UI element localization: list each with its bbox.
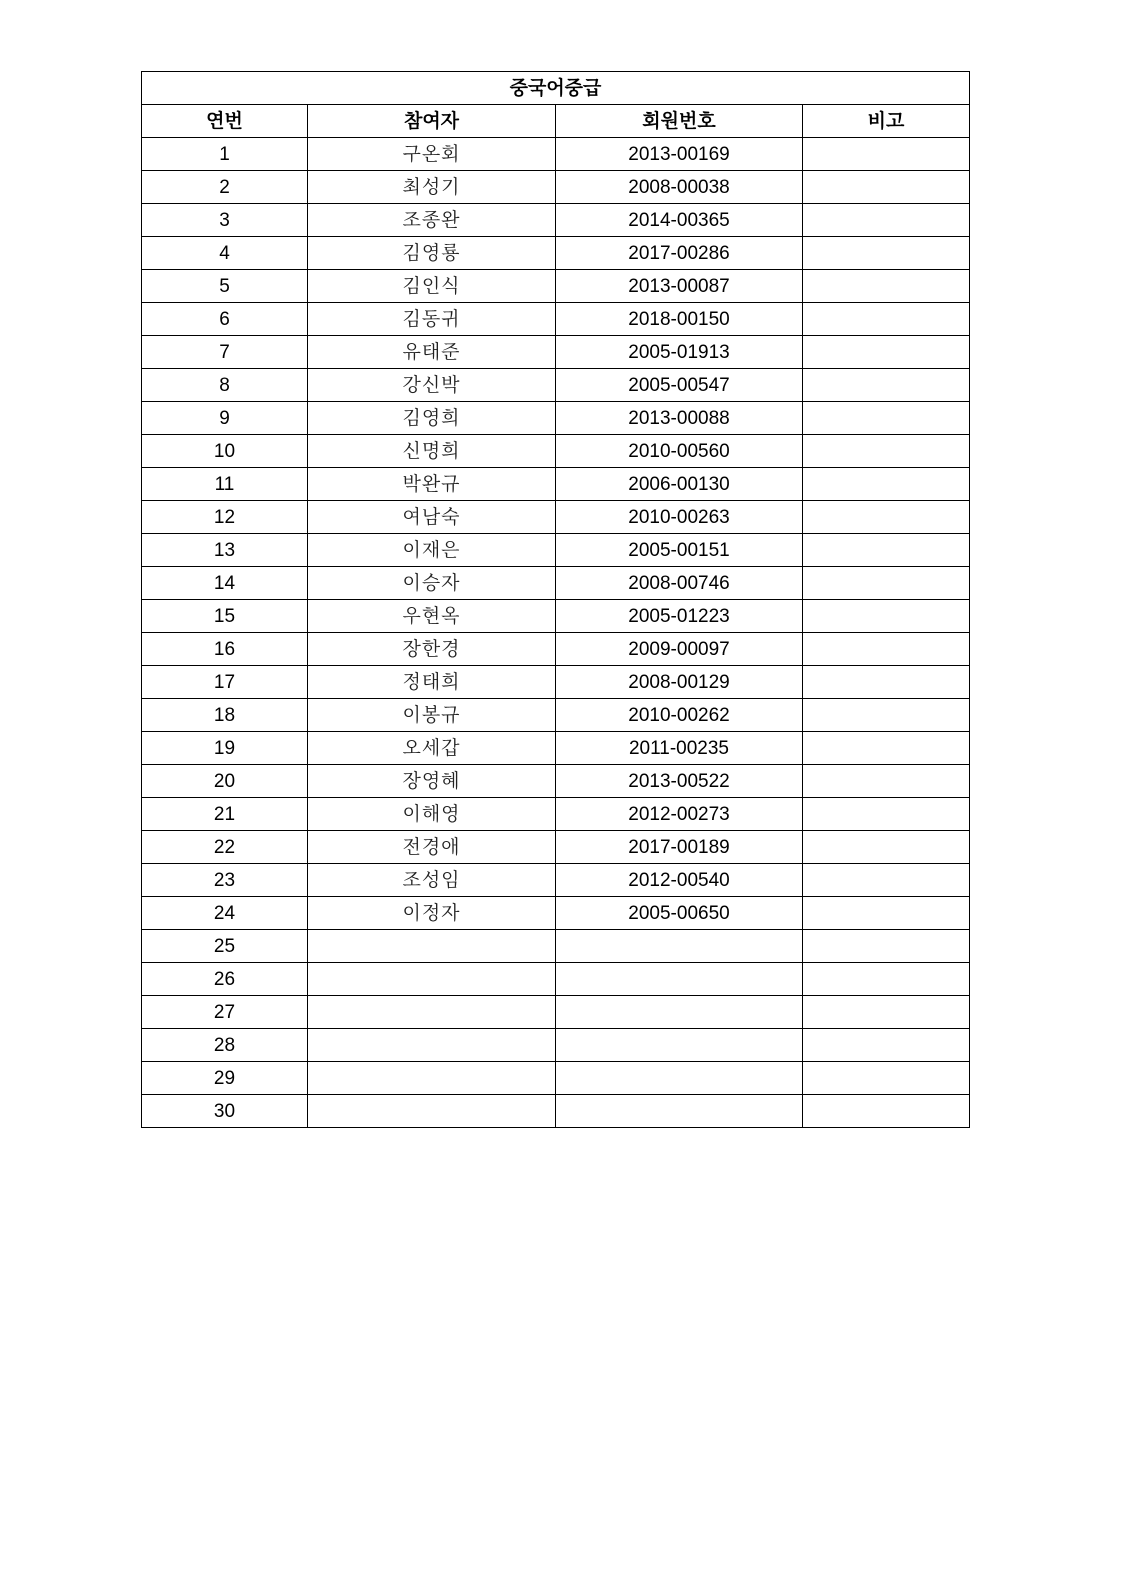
roster-sheet [141,71,969,1128]
participant-table [141,71,970,1128]
member-id-cell: 2013-00522 [556,765,803,798]
header-row [142,105,970,138]
participant-name-cell: 구온회 [308,138,556,171]
note-cell [803,303,970,336]
participant-name-cell: 강신박 [308,369,556,402]
note-cell [803,138,970,171]
title-row [142,72,970,105]
table-row [142,1095,970,1128]
row-number-cell: 23 [142,864,308,897]
table-row [142,831,970,864]
table-row [142,501,970,534]
table-row [142,336,970,369]
member-id-cell: 2013-00087 [556,270,803,303]
note-cell [803,963,970,996]
row-number-cell: 8 [142,369,308,402]
row-number-cell: 19 [142,732,308,765]
member-id-cell [556,930,803,963]
participant-name-cell [308,930,556,963]
table-row [142,171,970,204]
participant-name-cell: 이봉규 [308,699,556,732]
member-id-cell: 2008-00746 [556,567,803,600]
participant-name-cell: 박완규 [308,468,556,501]
note-cell [803,237,970,270]
member-id-cell: 2010-00263 [556,501,803,534]
row-number-cell: 28 [142,1029,308,1062]
participant-name-cell: 여남숙 [308,501,556,534]
note-cell [803,468,970,501]
table-row [142,138,970,171]
member-id-cell: 2013-00169 [556,138,803,171]
participant-name-cell: 정태희 [308,666,556,699]
table-row [142,765,970,798]
participant-name-cell: 이승자 [308,567,556,600]
participant-name-cell: 전경애 [308,831,556,864]
table-row [142,204,970,237]
member-id-cell: 2018-00150 [556,303,803,336]
participant-name-cell [308,1062,556,1095]
participant-name-cell: 유태준 [308,336,556,369]
note-cell [803,369,970,402]
participant-name-cell [308,1095,556,1128]
note-cell [803,270,970,303]
row-number-cell: 17 [142,666,308,699]
participant-name-cell: 장영혜 [308,765,556,798]
table-row [142,237,970,270]
member-id-cell: 2005-00151 [556,534,803,567]
row-number-cell: 26 [142,963,308,996]
member-id-cell: 2005-01223 [556,600,803,633]
note-cell [803,897,970,930]
member-id-cell: 2013-00088 [556,402,803,435]
table-title: 중국어중급 [142,72,970,105]
note-cell [803,501,970,534]
participant-name-cell: 우현옥 [308,600,556,633]
note-cell [803,171,970,204]
member-id-cell: 2014-00365 [556,204,803,237]
table-row [142,435,970,468]
row-number-cell: 18 [142,699,308,732]
table-row [142,600,970,633]
row-number-cell: 2 [142,171,308,204]
row-number-cell: 4 [142,237,308,270]
table-row [142,798,970,831]
participant-name-cell [308,996,556,1029]
member-id-cell: 2010-00262 [556,699,803,732]
participant-name-cell: 신명희 [308,435,556,468]
participant-name-cell: 조종완 [308,204,556,237]
table-row [142,1062,970,1095]
row-number-cell: 1 [142,138,308,171]
participant-name-cell: 이정자 [308,897,556,930]
row-number-cell: 9 [142,402,308,435]
participant-name-cell: 최성기 [308,171,556,204]
table-row [142,468,970,501]
row-number-cell: 29 [142,1062,308,1095]
row-number-cell: 6 [142,303,308,336]
note-cell [803,996,970,1029]
row-number-cell: 15 [142,600,308,633]
member-id-cell [556,1029,803,1062]
member-id-cell [556,1062,803,1095]
member-id-cell: 2008-00129 [556,666,803,699]
row-number-cell: 13 [142,534,308,567]
row-number-cell: 7 [142,336,308,369]
member-id-cell: 2011-00235 [556,732,803,765]
member-id-cell: 2012-00540 [556,864,803,897]
note-cell [803,1062,970,1095]
row-number-cell: 20 [142,765,308,798]
member-id-cell: 2009-00097 [556,633,803,666]
table-row [142,303,970,336]
member-id-cell: 2005-01913 [556,336,803,369]
note-cell [803,864,970,897]
note-cell [803,1095,970,1128]
note-cell [803,435,970,468]
member-id-cell: 2012-00273 [556,798,803,831]
table-row [142,567,970,600]
row-number-cell: 25 [142,930,308,963]
row-number-cell: 16 [142,633,308,666]
table-row [142,930,970,963]
note-cell [803,831,970,864]
row-number-cell: 30 [142,1095,308,1128]
row-number-cell: 21 [142,798,308,831]
table-row [142,897,970,930]
row-number-cell: 11 [142,468,308,501]
row-number-cell: 24 [142,897,308,930]
note-cell [803,534,970,567]
member-id-cell: 2017-00189 [556,831,803,864]
note-cell [803,336,970,369]
note-cell [803,204,970,237]
row-number-cell: 27 [142,996,308,1029]
header-note: 비고 [803,105,970,138]
participant-name-cell: 김영룡 [308,237,556,270]
row-number-cell: 10 [142,435,308,468]
table-row [142,1029,970,1062]
member-id-cell: 2008-00038 [556,171,803,204]
member-id-cell: 2006-00130 [556,468,803,501]
table-row [142,963,970,996]
table-row [142,369,970,402]
row-number-cell: 22 [142,831,308,864]
header-no: 연번 [142,105,308,138]
header-name: 참여자 [308,105,556,138]
table-row [142,633,970,666]
header-member-id: 회원번호 [556,105,803,138]
member-id-cell: 2005-00650 [556,897,803,930]
note-cell [803,600,970,633]
table-row [142,996,970,1029]
row-number-cell: 12 [142,501,308,534]
table-row [142,699,970,732]
table-row [142,732,970,765]
note-cell [803,633,970,666]
table-row [142,666,970,699]
row-number-cell: 3 [142,204,308,237]
note-cell [803,402,970,435]
participant-name-cell: 김영희 [308,402,556,435]
participant-name-cell: 이재은 [308,534,556,567]
member-id-cell: 2010-00560 [556,435,803,468]
table-row [142,402,970,435]
table-row [142,270,970,303]
participant-name-cell [308,1029,556,1062]
member-id-cell: 2017-00286 [556,237,803,270]
row-number-cell: 5 [142,270,308,303]
note-cell [803,666,970,699]
participant-name-cell: 조성임 [308,864,556,897]
row-number-cell: 14 [142,567,308,600]
member-id-cell [556,1095,803,1128]
member-id-cell [556,963,803,996]
note-cell [803,732,970,765]
table-body [142,138,970,1128]
participant-name-cell [308,963,556,996]
note-cell [803,798,970,831]
participant-name-cell: 오세갑 [308,732,556,765]
participant-name-cell: 김인식 [308,270,556,303]
note-cell [803,1029,970,1062]
member-id-cell [556,996,803,1029]
note-cell [803,765,970,798]
note-cell [803,930,970,963]
note-cell [803,567,970,600]
note-cell [803,699,970,732]
participant-name-cell: 장한경 [308,633,556,666]
table-row [142,534,970,567]
participant-name-cell: 김동귀 [308,303,556,336]
participant-name-cell: 이해영 [308,798,556,831]
member-id-cell: 2005-00547 [556,369,803,402]
table-row [142,864,970,897]
